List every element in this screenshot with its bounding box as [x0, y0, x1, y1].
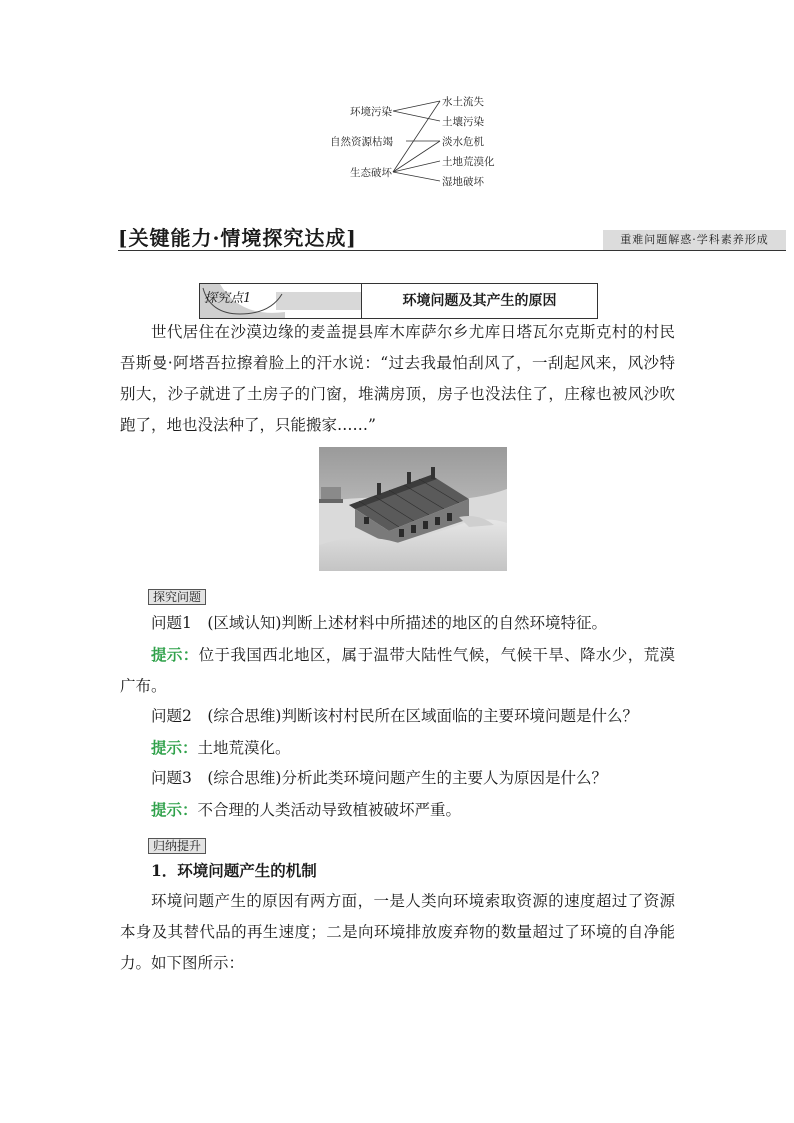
topic-label: 探究点1	[204, 291, 252, 306]
question-3: 问题3 (综合思维)分析此类环境问题产生的主要人为原因是什么？	[151, 769, 607, 787]
diagram-cause-2: 自然资源枯竭	[330, 136, 393, 148]
diagram-problem-3: 淡水危机	[442, 136, 484, 148]
summary-heading: 1．环境问题产生的机制	[151, 861, 317, 880]
answer-3	[120, 794, 675, 826]
diagram-cause-1: 环境污染	[350, 106, 392, 118]
diagram-problem-4: 土地荒漠化	[442, 156, 495, 168]
inquiry-tag: 探究问题	[148, 589, 206, 605]
question-2: 问题2 (综合思维)判断该村村民所在区域面临的主要环境问题是什么？	[151, 707, 638, 725]
section-title: [关键能力·情境探究达成]	[118, 226, 357, 250]
diagram-connector-lines	[393, 101, 440, 181]
diagram-cause-3: 生态破坏	[350, 167, 392, 179]
question-1: 问题1 (区域认知)判断上述材料中所描述的地区的自然环境特征。	[151, 614, 607, 632]
answer-1-text: 位于我国西北地区，属于温带大陆性气候，气候干旱、降水少，荒漠广布。	[120, 646, 675, 695]
answer-2-text: 土地荒漠化。	[197, 739, 291, 757]
hint-label: 提示：	[151, 645, 199, 664]
sand-buried-house-photo	[319, 447, 507, 571]
section-subtag: 重难问题解惑·学科素养形成	[603, 230, 786, 250]
hint-label: 提示：	[151, 800, 198, 819]
answer-2	[120, 732, 675, 764]
diagram-problem-2: 土壤污染	[442, 116, 484, 128]
answer-1	[120, 639, 675, 702]
summary-tag: 归纳提升	[148, 838, 206, 854]
topic-title: 环境问题及其产生的原因	[402, 293, 557, 309]
summary-body: 环境问题产生的原因有两方面，一是人类向环境索取资源的速度超过了资源本身及其替代品的再生速度；二是向环境排放废弃物的数量超过了环境的自净能力。如下图所示：	[120, 892, 675, 972]
story-paragraph: 世代居住在沙漠边缘的麦盖提县库木库萨尔乡尤库日塔瓦尔克斯克村的村民吾斯曼·阿塔吾拉擦着脸上的汗水说：“过去我最怕刮风了，一刮起风来，风沙特别大，沙子就进了土房子的门窗，堆满房顶，房子也没法住了，庄稼也被风沙吹跑了，地也没法种了，只能搬家……”	[120, 323, 675, 434]
summary-tag-wrap	[148, 835, 206, 854]
hint-label: 提示：	[151, 738, 198, 757]
concept-diagram	[320, 88, 510, 193]
diagram-problem-1: 水土流失	[442, 96, 484, 108]
diagram-problem-5: 湿地破坏	[442, 176, 484, 188]
inquiry-tag-wrap	[148, 586, 206, 605]
section-divider	[118, 250, 786, 251]
answer-3-text: 不合理的人类活动导致植被破坏严重。	[197, 801, 462, 819]
